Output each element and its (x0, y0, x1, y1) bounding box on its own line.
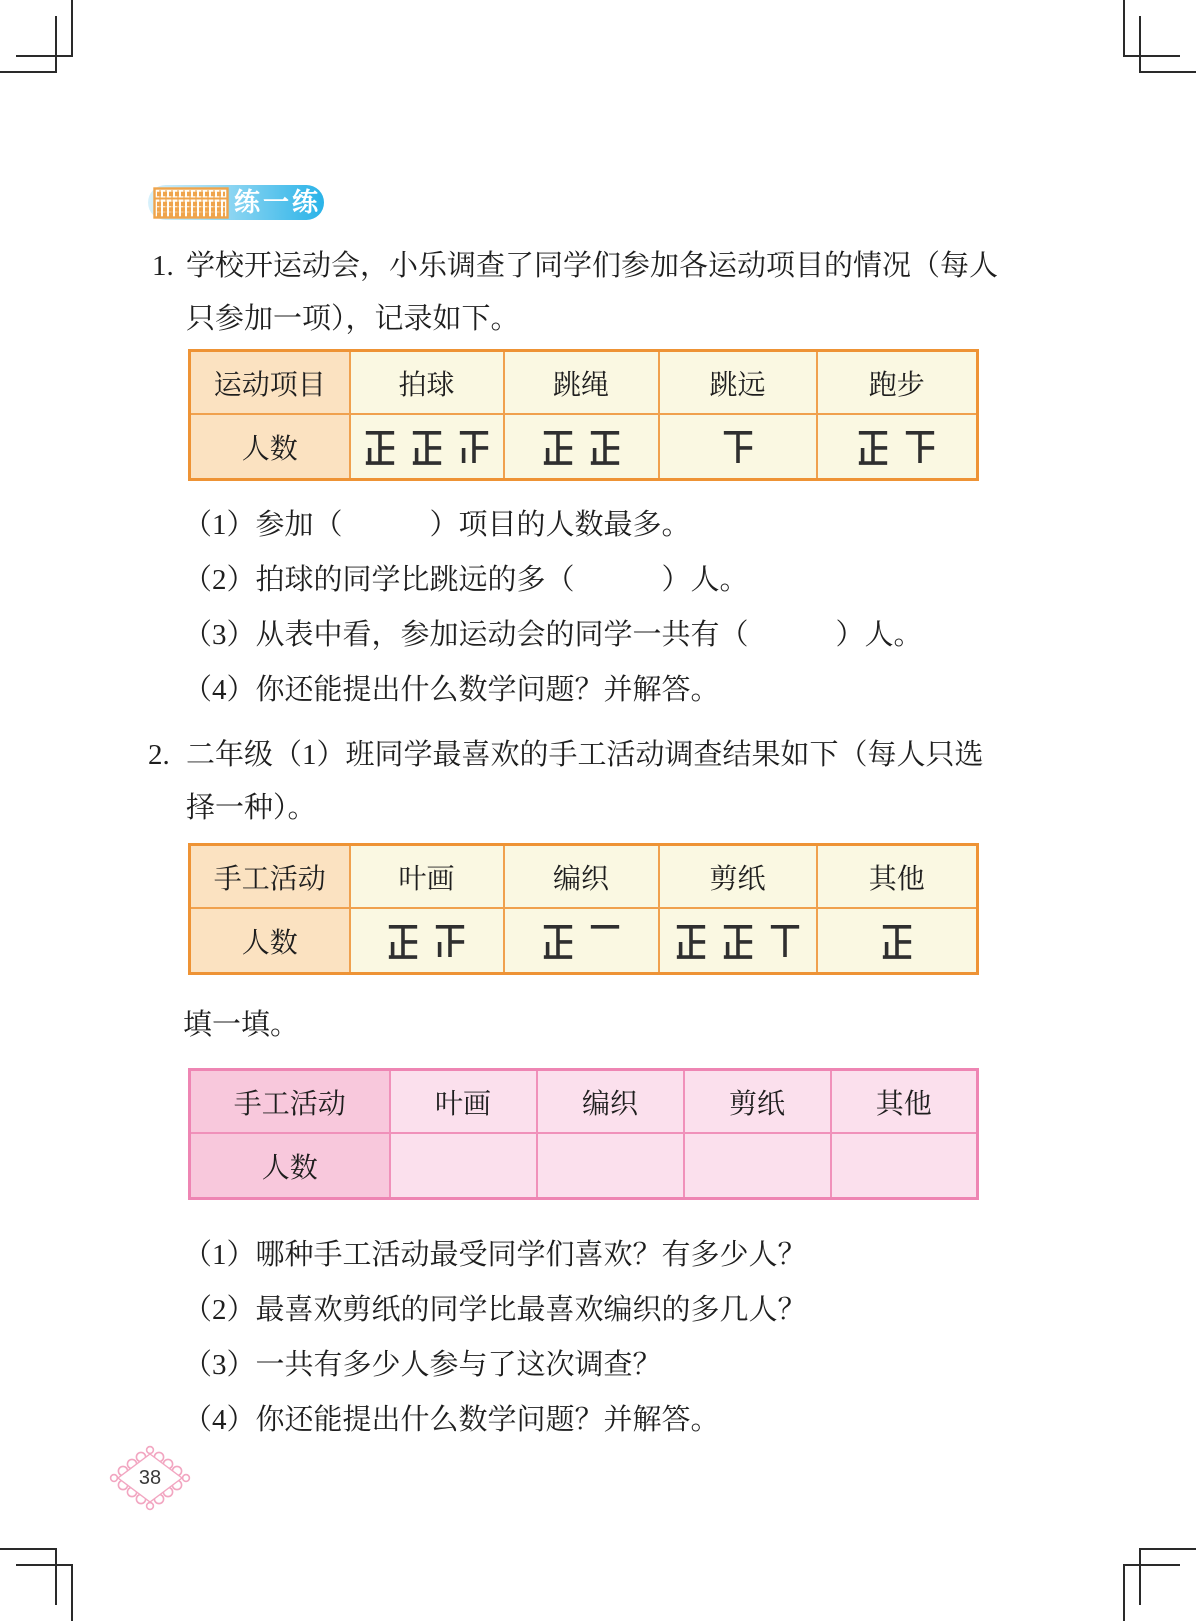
abacus-icon (153, 187, 229, 224)
tally-marks (351, 427, 503, 467)
subquestion: （4）你还能提出什么数学问题？并解答。 (183, 674, 720, 706)
subquestion: （3）一共有多少人参与了这次调查？ (183, 1349, 662, 1381)
column-header-tiaosheng: 跳绳 (504, 351, 659, 415)
crop-mark-top-left (0, 0, 80, 80)
page-number-ornament (104, 1442, 196, 1514)
fill-cell (537, 1133, 684, 1199)
row-label-renshu: 人数 (190, 414, 350, 480)
tally-marks (351, 921, 503, 961)
fill-in-table (188, 1068, 979, 1200)
tally-cell (659, 908, 817, 974)
sports-tally-table (188, 349, 979, 481)
question-1 (152, 240, 1001, 346)
tally-marks (660, 427, 816, 467)
subquestion: （2）最喜欢剪纸的同学比最喜欢编织的多几人？ (183, 1294, 807, 1326)
tally-marks (505, 921, 658, 961)
tally-cell (350, 414, 504, 480)
fill-cell (684, 1133, 831, 1199)
table-corner-cell: 手工活动 (190, 845, 350, 909)
craft-tally-table (188, 843, 979, 975)
tally-cell (504, 414, 659, 480)
question-1-number: 1. (152, 250, 174, 282)
question-1-text: 学校开运动会，小乐调查了同学们参加各运动项目的情况（每人只参加一项），记录如下。 (186, 250, 999, 335)
fill-in-label: 填一填。 (183, 1009, 300, 1041)
subquestion: （2）拍球的同学比跳远的多（ ）人。 (183, 564, 749, 596)
practice-badge-label: 练一练 (234, 187, 322, 217)
row-label-renshu: 人数 (190, 1133, 390, 1199)
subquestion: （1）参加（ ）项目的人数最多。 (183, 509, 691, 541)
tally-cell (504, 908, 659, 974)
column-header-qita: 其他 (817, 845, 978, 909)
column-header-qita: 其他 (831, 1070, 978, 1134)
table-corner-cell: 手工活动 (190, 1070, 390, 1134)
crop-mark-bottom-left (0, 1541, 80, 1621)
tally-cell (659, 414, 817, 480)
question-1-subquestions (183, 498, 923, 718)
column-header-paiqiu: 拍球 (350, 351, 504, 415)
question-2-number: 2. (148, 739, 170, 771)
tally-marks (818, 921, 977, 961)
tally-marks (660, 921, 816, 961)
column-header-bianzhi: 编织 (537, 1070, 684, 1134)
tally-marks (818, 427, 977, 467)
tally-cell (817, 414, 978, 480)
question-2 (148, 729, 1001, 835)
column-header-jianzhi: 剪纸 (659, 845, 817, 909)
column-header-yehua: 叶画 (390, 1070, 537, 1134)
question-2-subquestions (183, 1228, 807, 1448)
column-header-tiaoyuan: 跳远 (659, 351, 817, 415)
tally-cell (817, 908, 978, 974)
subquestion: （1）哪种手工活动最受同学们喜欢？有多少人？ (183, 1239, 807, 1271)
practice-badge (148, 185, 324, 220)
question-2-text: 二年级（1）班同学最喜欢的手工活动调查结果如下（每人只选择一种）。 (186, 739, 984, 824)
column-header-bianzhi: 编织 (504, 845, 659, 909)
tally-marks (505, 427, 658, 467)
column-header-jianzhi: 剪纸 (684, 1070, 831, 1134)
row-label-renshu: 人数 (190, 908, 350, 974)
page-number: 38 (138, 1466, 162, 1489)
subquestion: （3）从表中看，参加运动会的同学一共有（ ）人。 (183, 619, 923, 651)
fill-cell (831, 1133, 978, 1199)
column-header-paobu: 跑步 (817, 351, 978, 415)
crop-mark-top-right (1116, 0, 1196, 80)
fill-cell (390, 1133, 537, 1199)
column-header-yehua: 叶画 (350, 845, 504, 909)
tally-cell (350, 908, 504, 974)
crop-mark-bottom-right (1116, 1541, 1196, 1621)
table-corner-cell: 运动项目 (190, 351, 350, 415)
subquestion: （4）你还能提出什么数学问题？并解答。 (183, 1404, 720, 1436)
